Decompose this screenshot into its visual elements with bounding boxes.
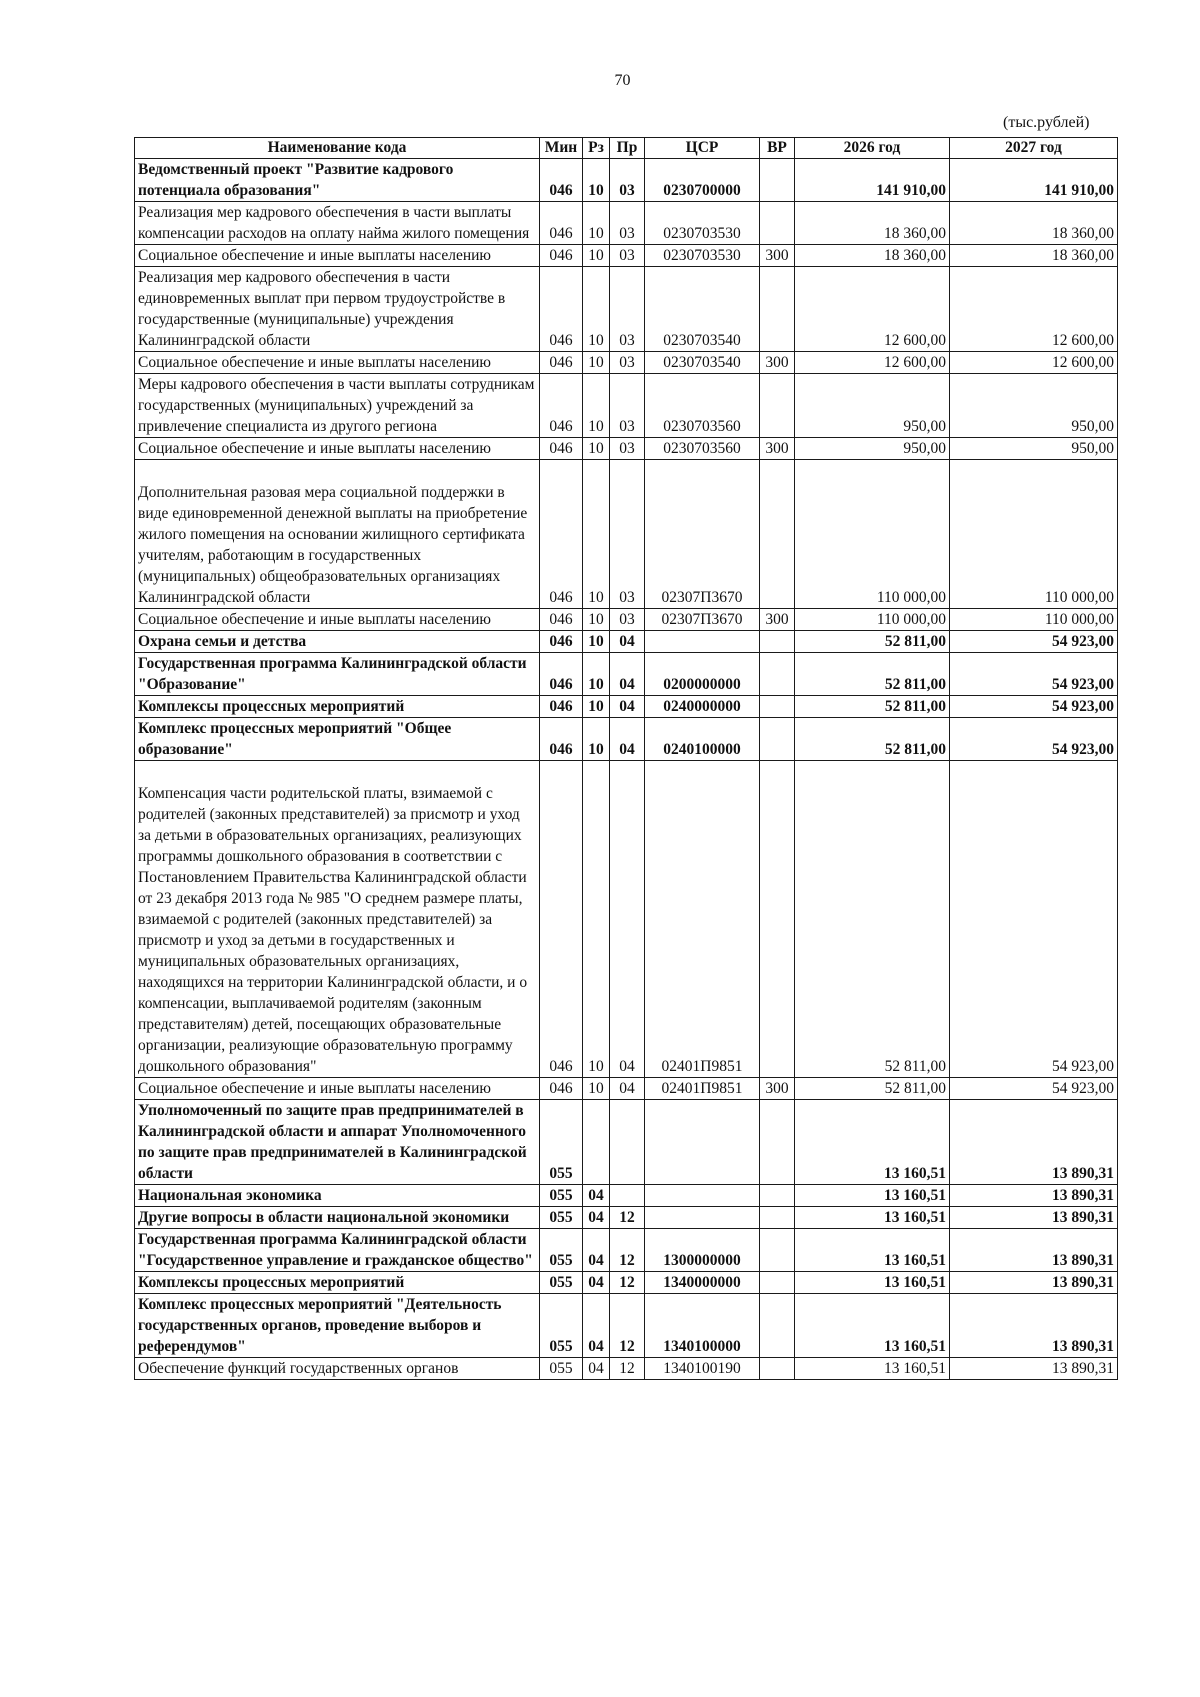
cell-vr	[760, 1207, 795, 1229]
cell-rz: 04	[583, 1207, 610, 1229]
cell-min: 046	[540, 352, 583, 374]
cell-pr: 12	[610, 1358, 645, 1380]
table-row	[135, 1229, 1118, 1272]
cell-name: Меры кадрового обеспечения в части выплаты сотрудникам государственных (муниципальных) учреждений за привлечение специалиста из другого региона	[135, 374, 540, 438]
cell-csr: 1340100000	[645, 1294, 760, 1358]
cell-csr	[645, 631, 760, 653]
cell-pr: 12	[610, 1207, 645, 1229]
table-row	[135, 202, 1118, 245]
cell-y2027: 54 923,00	[950, 761, 1118, 1078]
cell-vr	[760, 761, 795, 1078]
cell-csr: 0230700000	[645, 159, 760, 202]
cell-csr: 0240100000	[645, 718, 760, 761]
cell-name: Охрана семьи и детства	[135, 631, 540, 653]
cell-vr	[760, 159, 795, 202]
cell-vr	[760, 1272, 795, 1294]
cell-rz: 10	[583, 653, 610, 696]
cell-name: Реализация мер кадрового обеспечения в части единовременных выплат при первом трудоустройстве в государственные (муниципальные) учреждения Калининградской области	[135, 267, 540, 352]
cell-rz: 10	[583, 631, 610, 653]
budget-table	[134, 137, 1118, 1380]
table-header	[135, 138, 1118, 159]
cell-y2026: 13 160,51	[795, 1294, 950, 1358]
cell-csr: 0230703540	[645, 267, 760, 352]
cell-rz: 10	[583, 202, 610, 245]
cell-min: 055	[540, 1100, 583, 1185]
cell-pr: 03	[610, 460, 645, 609]
cell-rz: 04	[583, 1185, 610, 1207]
cell-rz: 04	[583, 1358, 610, 1380]
cell-pr	[610, 1100, 645, 1185]
cell-name: Обеспечение функций государственных органов	[135, 1358, 540, 1380]
cell-csr: 0200000000	[645, 653, 760, 696]
table-row	[135, 267, 1118, 352]
cell-pr: 12	[610, 1229, 645, 1272]
cell-y2026: 18 360,00	[795, 202, 950, 245]
cell-vr: 300	[760, 438, 795, 460]
cell-rz: 10	[583, 609, 610, 631]
cell-csr: 02401П9851	[645, 1078, 760, 1100]
cell-y2026: 12 600,00	[795, 267, 950, 352]
table-row	[135, 1272, 1118, 1294]
cell-rz: 10	[583, 460, 610, 609]
cell-min: 046	[540, 159, 583, 202]
cell-rz: 10	[583, 438, 610, 460]
cell-pr	[610, 1185, 645, 1207]
cell-csr: 0230703530	[645, 245, 760, 267]
cell-pr: 04	[610, 718, 645, 761]
cell-csr: 0230703560	[645, 374, 760, 438]
cell-rz: 10	[583, 245, 610, 267]
cell-y2027: 54 923,00	[950, 718, 1118, 761]
cell-rz: 04	[583, 1229, 610, 1272]
cell-y2027: 54 923,00	[950, 696, 1118, 718]
cell-vr	[760, 631, 795, 653]
cell-min: 055	[540, 1272, 583, 1294]
cell-y2027: 13 890,31	[950, 1229, 1118, 1272]
cell-min: 046	[540, 460, 583, 609]
table-row	[135, 653, 1118, 696]
cell-vr	[760, 1358, 795, 1380]
cell-vr: 300	[760, 245, 795, 267]
cell-y2026: 13 160,51	[795, 1229, 950, 1272]
cell-csr: 02307П3670	[645, 609, 760, 631]
cell-pr: 04	[610, 653, 645, 696]
cell-min: 055	[540, 1229, 583, 1272]
cell-y2026: 52 811,00	[795, 653, 950, 696]
cell-min: 046	[540, 718, 583, 761]
cell-min: 046	[540, 374, 583, 438]
cell-name: Государственная программа Калининградской области "Государственное управление и гражданское общество"	[135, 1229, 540, 1272]
cell-y2027: 18 360,00	[950, 202, 1118, 245]
cell-pr: 03	[610, 202, 645, 245]
cell-rz: 10	[583, 267, 610, 352]
cell-min: 046	[540, 761, 583, 1078]
cell-pr: 03	[610, 438, 645, 460]
cell-pr: 03	[610, 352, 645, 374]
cell-y2027: 13 890,31	[950, 1294, 1118, 1358]
units-label: (тыс.рублей)	[1003, 114, 1090, 131]
cell-rz: 10	[583, 1078, 610, 1100]
cell-min: 046	[540, 245, 583, 267]
table-row	[135, 159, 1118, 202]
cell-y2027: 950,00	[950, 374, 1118, 438]
cell-pr: 04	[610, 1078, 645, 1100]
cell-vr	[760, 202, 795, 245]
cell-vr	[760, 696, 795, 718]
cell-csr	[645, 1100, 760, 1185]
cell-y2026: 52 811,00	[795, 761, 950, 1078]
cell-name: Социальное обеспечение и иные выплаты населению	[135, 352, 540, 374]
cell-y2026: 13 160,51	[795, 1100, 950, 1185]
cell-min: 046	[540, 609, 583, 631]
cell-vr	[760, 653, 795, 696]
cell-y2027: 110 000,00	[950, 460, 1118, 609]
table-row	[135, 1207, 1118, 1229]
col-header-rz: Рз	[583, 138, 610, 159]
cell-y2026: 12 600,00	[795, 352, 950, 374]
cell-y2027: 13 890,31	[950, 1358, 1118, 1380]
cell-rz	[583, 1100, 610, 1185]
cell-name: Комплексы процессных мероприятий	[135, 1272, 540, 1294]
cell-y2026: 52 811,00	[795, 1078, 950, 1100]
cell-vr: 300	[760, 609, 795, 631]
table-row	[135, 438, 1118, 460]
cell-csr: 02401П9851	[645, 761, 760, 1078]
cell-y2026: 52 811,00	[795, 696, 950, 718]
table-row	[135, 1294, 1118, 1358]
cell-y2027: 141 910,00	[950, 159, 1118, 202]
cell-y2026: 13 160,51	[795, 1272, 950, 1294]
cell-csr	[645, 1185, 760, 1207]
cell-y2026: 110 000,00	[795, 609, 950, 631]
cell-y2027: 54 923,00	[950, 1078, 1118, 1100]
cell-min: 046	[540, 267, 583, 352]
table-row	[135, 374, 1118, 438]
cell-y2026: 13 160,51	[795, 1185, 950, 1207]
col-header-2027: 2027 год	[950, 138, 1118, 159]
cell-y2026: 110 000,00	[795, 460, 950, 609]
cell-vr	[760, 374, 795, 438]
cell-name: Ведомственный проект "Развитие кадрового потенциала образования"	[135, 159, 540, 202]
cell-name: Уполномоченный по защите прав предпринимателей в Калининградской области и аппарат Уполномоченного по защите прав предпринимателей в Калининградской области	[135, 1100, 540, 1185]
col-header-name: Наименование кода	[135, 138, 540, 159]
cell-y2027: 12 600,00	[950, 352, 1118, 374]
cell-y2026: 950,00	[795, 374, 950, 438]
cell-csr: 0240000000	[645, 696, 760, 718]
cell-min: 055	[540, 1294, 583, 1358]
cell-y2026: 18 360,00	[795, 245, 950, 267]
cell-vr	[760, 460, 795, 609]
cell-vr: 300	[760, 352, 795, 374]
table-row	[135, 460, 1118, 609]
cell-csr: 02307П3670	[645, 460, 760, 609]
cell-y2026: 52 811,00	[795, 631, 950, 653]
cell-min: 055	[540, 1207, 583, 1229]
cell-pr: 03	[610, 267, 645, 352]
table-row	[135, 1358, 1118, 1380]
col-header-2026: 2026 год	[795, 138, 950, 159]
cell-csr: 0230703560	[645, 438, 760, 460]
cell-y2026: 141 910,00	[795, 159, 950, 202]
cell-csr: 1300000000	[645, 1229, 760, 1272]
cell-pr: 03	[610, 609, 645, 631]
table-row	[135, 631, 1118, 653]
cell-csr: 0230703530	[645, 202, 760, 245]
cell-y2027: 13 890,31	[950, 1207, 1118, 1229]
cell-vr	[760, 718, 795, 761]
cell-name: Социальное обеспечение и иные выплаты населению	[135, 245, 540, 267]
cell-y2026: 52 811,00	[795, 718, 950, 761]
cell-pr: 03	[610, 159, 645, 202]
cell-y2027: 950,00	[950, 438, 1118, 460]
table-row	[135, 1078, 1118, 1100]
cell-name: Комплексы процессных мероприятий	[135, 696, 540, 718]
cell-min: 055	[540, 1358, 583, 1380]
cell-vr	[760, 1100, 795, 1185]
cell-csr: 1340100190	[645, 1358, 760, 1380]
cell-y2027: 54 923,00	[950, 631, 1118, 653]
cell-vr	[760, 1185, 795, 1207]
cell-y2027: 13 890,31	[950, 1272, 1118, 1294]
cell-y2027: 13 890,31	[950, 1100, 1118, 1185]
cell-pr: 03	[610, 374, 645, 438]
table-row	[135, 718, 1118, 761]
cell-vr	[760, 1294, 795, 1358]
cell-rz: 10	[583, 374, 610, 438]
col-header-min: Мин	[540, 138, 583, 159]
table-row	[135, 1100, 1118, 1185]
cell-vr: 300	[760, 1078, 795, 1100]
cell-min: 046	[540, 202, 583, 245]
cell-name: Социальное обеспечение и иные выплаты населению	[135, 438, 540, 460]
table-row	[135, 1185, 1118, 1207]
cell-rz: 10	[583, 696, 610, 718]
cell-min: 046	[540, 653, 583, 696]
cell-pr: 04	[610, 631, 645, 653]
cell-name: Социальное обеспечение и иные выплаты населению	[135, 609, 540, 631]
cell-csr: 0230703540	[645, 352, 760, 374]
cell-name: Другие вопросы в области национальной экономики	[135, 1207, 540, 1229]
cell-y2026: 950,00	[795, 438, 950, 460]
col-header-vr: ВР	[760, 138, 795, 159]
cell-csr	[645, 1207, 760, 1229]
cell-y2027: 18 360,00	[950, 245, 1118, 267]
cell-name: Комплекс процессных мероприятий "Деятельность государственных органов, проведение выборов и референдумов"	[135, 1294, 540, 1358]
cell-name: Социальное обеспечение и иные выплаты населению	[135, 1078, 540, 1100]
table-row	[135, 761, 1118, 1078]
cell-rz: 10	[583, 718, 610, 761]
cell-vr	[760, 267, 795, 352]
table-row	[135, 609, 1118, 631]
cell-min: 046	[540, 631, 583, 653]
cell-csr: 1340000000	[645, 1272, 760, 1294]
cell-y2027: 13 890,31	[950, 1185, 1118, 1207]
cell-rz: 04	[583, 1272, 610, 1294]
cell-pr: 04	[610, 761, 645, 1078]
cell-pr: 12	[610, 1272, 645, 1294]
col-header-csr: ЦСР	[645, 138, 760, 159]
cell-pr: 12	[610, 1294, 645, 1358]
cell-y2027: 110 000,00	[950, 609, 1118, 631]
table-row	[135, 352, 1118, 374]
cell-name: Реализация мер кадрового обеспечения в части выплаты компенсации расходов на оплату найма жилого помещения	[135, 202, 540, 245]
cell-y2026: 13 160,51	[795, 1358, 950, 1380]
cell-pr: 03	[610, 245, 645, 267]
cell-name: Национальная экономика	[135, 1185, 540, 1207]
cell-min: 055	[540, 1185, 583, 1207]
cell-name: Государственная программа Калининградской области "Образование"	[135, 653, 540, 696]
cell-vr	[760, 1229, 795, 1272]
page-number: 70	[614, 72, 631, 89]
cell-rz: 04	[583, 1294, 610, 1358]
table-row	[135, 696, 1118, 718]
cell-name: Дополнительная разовая мера социальной поддержки в виде единовременной денежной выплаты на приобретение жилого помещения на основании жилищного сертификата учителям, работающим в государственных (муниципальных) общеобразовательных организациях Калининградской области	[135, 460, 540, 609]
cell-rz: 10	[583, 761, 610, 1078]
cell-y2027: 12 600,00	[950, 267, 1118, 352]
col-header-pr: Пр	[610, 138, 645, 159]
cell-name: Компенсация части родительской платы, взимаемой с родителей (законных представителей) за присмотр и уход за детьми в образовательных организациях, реализующих программы дошкольного образования в соответствии с Постановлением Правительства Калининградской области от 23 декабря 2013 года № 985 "О среднем размере платы, взимаемой с родителей (законных представителей) за присмотр и уход за детьми в государственных и муниципальных образовательных организациях, находящихся на территории Калининградской области, и о компенсации, выплачиваемой родителям (законным представителям) детей, посещающих образовательные организации, реализующие образовательную программу дошкольного образования"	[135, 761, 540, 1078]
cell-name: Комплекс процессных мероприятий "Общее образование"	[135, 718, 540, 761]
table-row	[135, 245, 1118, 267]
cell-rz: 10	[583, 352, 610, 374]
cell-min: 046	[540, 696, 583, 718]
cell-pr: 04	[610, 696, 645, 718]
cell-min: 046	[540, 438, 583, 460]
cell-y2026: 13 160,51	[795, 1207, 950, 1229]
cell-rz: 10	[583, 159, 610, 202]
cell-y2027: 54 923,00	[950, 653, 1118, 696]
cell-min: 046	[540, 1078, 583, 1100]
